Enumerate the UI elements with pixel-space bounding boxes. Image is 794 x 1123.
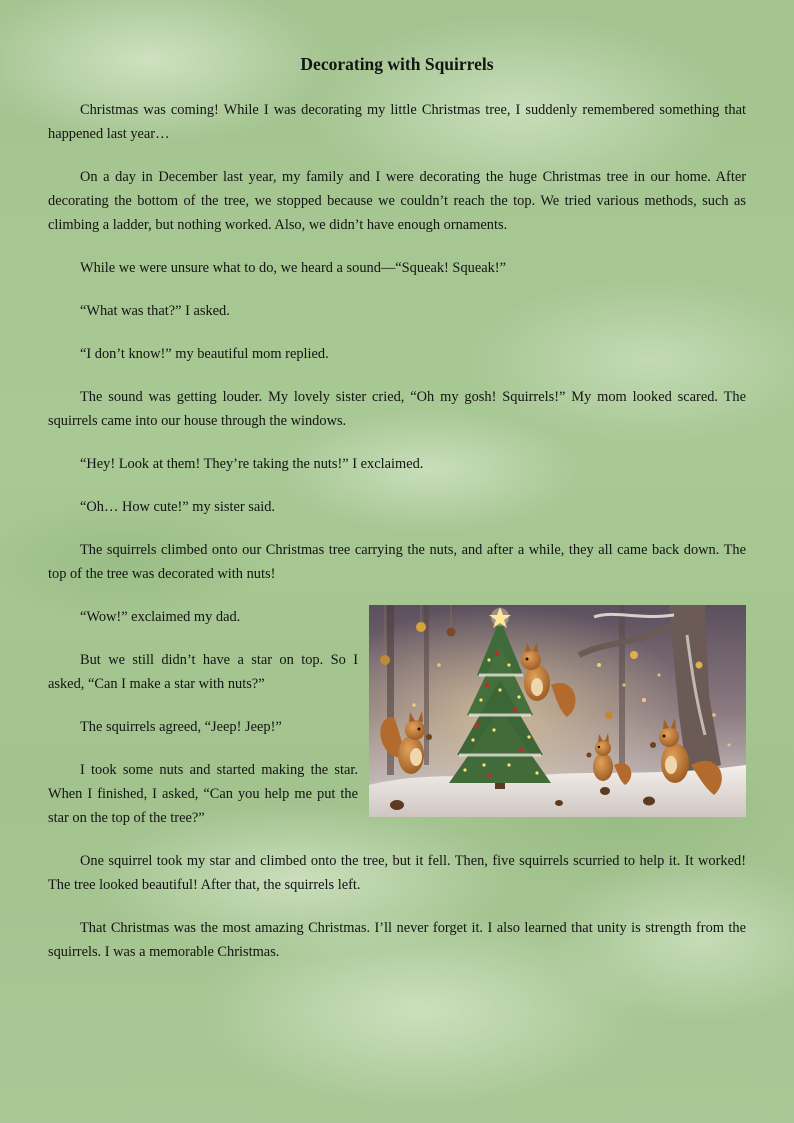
paragraph: The squirrels agreed, “Jeep! Jeep!”	[80, 719, 282, 735]
side-text-column	[48, 605, 358, 830]
paragraph: “Hey! Look at them! They’re taking the nuts!” I exclaimed.	[80, 456, 424, 472]
paragraph: “I don’t know!” my beautiful mom replied.	[80, 346, 329, 362]
paragraph: “Oh… How cute!” my sister said.	[80, 499, 276, 515]
paragraph: “Wow!” exclaimed my dad.	[80, 609, 241, 625]
paragraph: “What was that?” I asked.	[80, 303, 230, 319]
squirrels-christmas-tree-illustration	[369, 605, 746, 817]
text-with-illustration	[48, 605, 746, 830]
paragraph: That Christmas was the most amazing Christmas. I’ll never forget it. I also learned that unity is strength from the squirrels. I was a memorable Christmas.	[48, 920, 746, 960]
paragraph: The squirrels climbed onto our Christmas tree carrying the nuts, and after a while, they all came back down. The top of the tree was decorated with nuts!	[48, 542, 746, 582]
paragraph: On a day in December last year, my family and I were decorating the huge Christmas tree in our home. After decorating the bottom of the tree, we stopped because we couldn’t reach the top. We tried various methods, such as climbing a ladder, but nothing worked. Also, we didn’t have enough ornaments.	[48, 169, 746, 233]
paragraph: While we were unsure what to do, we heard a sound—“Squeak! Squeak!”	[80, 260, 506, 276]
paragraph: The sound was getting louder. My lovely sister cried, “Oh my gosh! Squirrels!” My mom looked scared. The squirrels came into our house through the windows.	[48, 389, 746, 429]
paragraph: But we still didn’t have a star on top. So I asked, “Can I make a star with nuts?”	[48, 652, 358, 692]
document-page	[48, 52, 746, 983]
paragraph: I took some nuts and started making the star. When I finished, I asked, “Can you help me put the star on the top of the tree?”	[48, 762, 358, 826]
story-title: Decorating with Squirrels	[300, 54, 494, 74]
paragraph: One squirrel took my star and climbed onto the tree, but it fell. Then, five squirrels scurried to help it. It worked! The tree looked beautiful! After that, the squirrels left.	[48, 853, 746, 893]
paragraph: Christmas was coming! While I was decorating my little Christmas tree, I suddenly remembered something that happened last year…	[48, 102, 746, 142]
